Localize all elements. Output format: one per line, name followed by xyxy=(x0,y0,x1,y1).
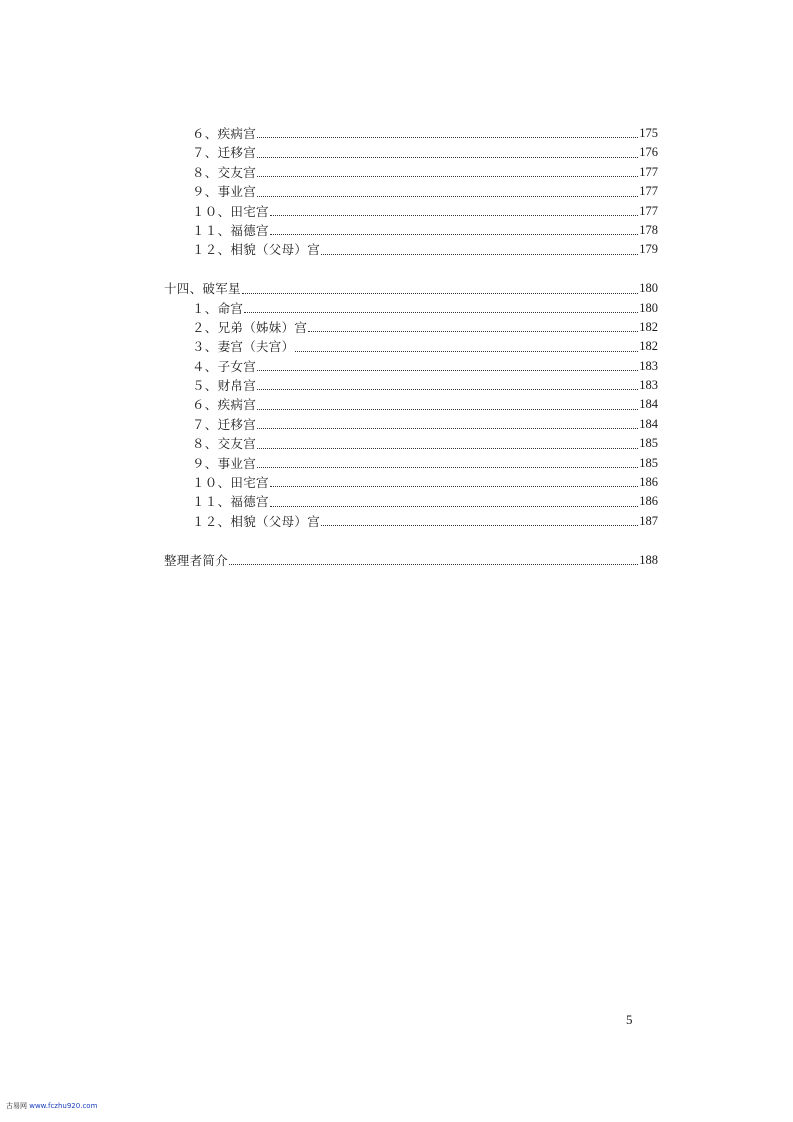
toc-dot-leader xyxy=(321,254,638,255)
toc-entry[interactable] xyxy=(164,221,658,240)
toc-entry[interactable] xyxy=(164,143,658,162)
toc-dot-leader xyxy=(257,448,638,449)
toc-entry[interactable] xyxy=(164,512,658,531)
toc-entry-title: ７、迁移宫 xyxy=(192,416,257,432)
toc-entry-title: ８、交友宫 xyxy=(192,436,257,452)
toc-dot-leader xyxy=(257,389,638,390)
toc-entry-title: ９、事业宫 xyxy=(192,184,257,200)
toc-dot-leader xyxy=(257,196,638,197)
toc-dot-leader xyxy=(257,176,638,177)
toc-entry[interactable] xyxy=(164,163,658,182)
toc-entry-title: ４、子女宫 xyxy=(192,358,257,374)
toc-entry-page: 188 xyxy=(639,552,658,567)
toc-entry[interactable] xyxy=(164,299,658,318)
page-number: 5 xyxy=(626,1012,633,1027)
toc-entry[interactable] xyxy=(164,182,658,201)
toc-entry[interactable] xyxy=(164,395,658,414)
toc-dot-leader xyxy=(270,506,638,507)
toc-entry-title: ８、交友宫 xyxy=(192,164,257,180)
toc-entry-page: 176 xyxy=(639,145,658,160)
toc-entry-page: 179 xyxy=(639,242,658,257)
toc-chapter-entry[interactable] xyxy=(164,279,658,298)
toc-entry-title: ２、兄弟（姊妹）宫 xyxy=(192,319,308,335)
toc-entry-title: ５、财帛宫 xyxy=(192,378,257,394)
toc-entry[interactable] xyxy=(164,376,658,395)
toc-entry-page: 178 xyxy=(639,222,658,237)
toc-dot-leader xyxy=(270,215,638,216)
toc-entry-page: 177 xyxy=(639,184,658,199)
toc-entry-title: １０、田宅宫 xyxy=(192,203,269,219)
toc-dot-leader xyxy=(257,137,638,138)
toc-dot-leader xyxy=(270,234,638,235)
toc-dot-leader xyxy=(257,157,638,158)
toc-entry-title: １１、福德宫 xyxy=(192,222,269,238)
toc-dot-leader xyxy=(321,525,638,526)
toc-entry-title: 整理者简介 xyxy=(164,552,229,568)
toc-entry[interactable] xyxy=(164,415,658,434)
watermark-site-name: 古易网 xyxy=(6,1102,27,1110)
toc-entry-page: 184 xyxy=(639,397,658,412)
toc-dot-leader xyxy=(308,331,638,332)
toc-entry-page: 186 xyxy=(639,475,658,490)
toc-entry-title: ７、迁移宫 xyxy=(192,145,257,161)
toc-entry-page: 177 xyxy=(639,164,658,179)
toc-entry-page: 187 xyxy=(639,513,658,528)
toc-entry-page: 175 xyxy=(639,125,658,140)
watermark-url: www.fczhu920.com xyxy=(29,1102,98,1110)
toc-entry[interactable] xyxy=(164,318,658,337)
toc-entry-page: 183 xyxy=(639,358,658,373)
toc-entry-page: 184 xyxy=(639,416,658,431)
toc-entry-title: １２、相貌（父母）宫 xyxy=(192,513,321,529)
toc-entry[interactable] xyxy=(164,473,658,492)
toc-entry-page: 185 xyxy=(639,436,658,451)
toc-entry-page: 182 xyxy=(639,339,658,354)
toc-dot-leader xyxy=(257,370,638,371)
toc-entry-page: 180 xyxy=(639,281,658,296)
toc-entry-page: 180 xyxy=(639,300,658,315)
toc-entry[interactable] xyxy=(164,337,658,356)
toc-dot-leader xyxy=(257,409,638,410)
toc-entry-title: ６、疾病宫 xyxy=(192,125,257,141)
toc-chapter-entry[interactable] xyxy=(164,551,658,570)
toc-entry[interactable] xyxy=(164,492,658,511)
toc-entry[interactable] xyxy=(164,357,658,376)
toc-dot-leader xyxy=(257,467,638,468)
toc-dot-leader xyxy=(244,312,638,313)
toc-dot-leader xyxy=(242,293,638,294)
toc-dot-leader xyxy=(270,486,638,487)
toc-dot-leader xyxy=(295,351,638,352)
toc-dot-leader xyxy=(229,564,638,565)
table-of-contents xyxy=(164,124,658,570)
toc-entry[interactable] xyxy=(164,454,658,473)
toc-entry[interactable] xyxy=(164,202,658,221)
toc-entry-page: 185 xyxy=(639,455,658,470)
toc-entry-title: １０、田宅宫 xyxy=(192,475,269,491)
toc-entry-page: 186 xyxy=(639,494,658,509)
toc-entry-title: １１、福德宫 xyxy=(192,494,269,510)
toc-entry-title: １２、相貌（父母）宫 xyxy=(192,242,321,258)
toc-entry-title: ９、事业宫 xyxy=(192,455,257,471)
toc-entry-title: ３、妻宫（夫宫） xyxy=(192,339,295,355)
site-watermark xyxy=(6,1101,97,1111)
toc-entry-title: 十四、破军星 xyxy=(164,281,241,297)
toc-entry[interactable] xyxy=(164,434,658,453)
toc-entry-page: 183 xyxy=(639,378,658,393)
toc-entry[interactable] xyxy=(164,124,658,143)
toc-dot-leader xyxy=(257,428,638,429)
toc-entry[interactable] xyxy=(164,240,658,259)
toc-entry-title: １、命宫 xyxy=(192,300,244,316)
toc-entry-page: 182 xyxy=(639,319,658,334)
toc-entry-page: 177 xyxy=(639,203,658,218)
toc-entry-title: ６、疾病宫 xyxy=(192,397,257,413)
